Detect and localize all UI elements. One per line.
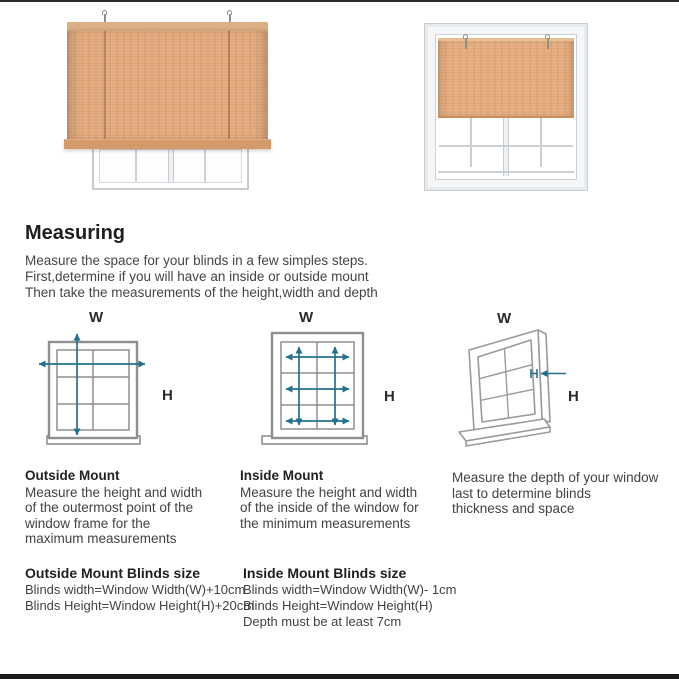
perspective-window-frame (469, 330, 550, 430)
window-mullion (204, 150, 206, 182)
inside-mount-description (240, 468, 460, 531)
intro-text (25, 253, 378, 301)
window-frame (435, 34, 577, 180)
intro-line: Then take the measurements of the height,width and depth (25, 285, 378, 300)
height-label: H (568, 388, 579, 405)
window-mullion (540, 118, 542, 167)
width-label: W (89, 309, 104, 326)
window-mullion (439, 145, 573, 147)
description-line: last to determine blinds (452, 485, 591, 501)
bottom-border-bar (0, 674, 679, 679)
blind-body (438, 38, 574, 118)
window-mullion (135, 150, 137, 182)
width-label: W (497, 310, 512, 327)
section-header: Inside Mount (240, 468, 324, 483)
description-line: the minimum measurements (240, 515, 411, 531)
formula-line: Blinds width=Window Width(W)+10cm (25, 582, 246, 597)
section-header: Outside Mount (25, 468, 120, 483)
height-label: H (384, 388, 395, 405)
section-header: Outside Mount Blinds size (25, 565, 201, 581)
hanging-hook-icon (462, 34, 470, 51)
description-line: Measure the depth of your window (452, 470, 659, 485)
description-line: window frame for the (25, 515, 151, 531)
width-label: W (299, 309, 314, 326)
page-title: Measuring (25, 222, 126, 244)
description-line: maximum measurements (25, 531, 177, 546)
formula-line: Depth must be at least 7cm (243, 614, 402, 629)
blind-top-rail (67, 22, 268, 31)
outside-mount-description (25, 468, 245, 547)
depth-measure-diagram (445, 308, 615, 453)
description-line: thickness and space (452, 501, 575, 516)
description-line: of the outermost point of the (25, 500, 194, 515)
outside-mount-size-formulas (25, 565, 254, 614)
inside-mount-measure-diagram (248, 308, 400, 450)
height-label: H (162, 387, 173, 404)
window-center-divider (503, 118, 509, 176)
window-sash-area (99, 149, 242, 183)
blind-bottom-rail (64, 139, 271, 149)
window-frame (92, 142, 249, 190)
formula-line: Blinds Height=Window Height(H) (243, 598, 433, 613)
outside-mount-measure-diagram (28, 308, 180, 450)
depth-description (452, 470, 672, 517)
description-line: Measure the height and width (25, 484, 203, 500)
description-line: of the inside of the window for (240, 500, 419, 515)
inside-mount-size-formulas (243, 565, 456, 630)
hanging-hook-icon (544, 34, 552, 51)
top-border-line (0, 0, 679, 2)
formula-line: Blinds width=Window Width(W)- 1cm (243, 582, 457, 597)
intro-line: First,determine if you will have an inside or outside mount (25, 269, 369, 284)
blind-body (67, 31, 268, 139)
section-header: Inside Mount Blinds size (243, 565, 407, 581)
blind-cord (104, 31, 106, 139)
intro-line: Measure the space for your blinds in a few simples steps. (25, 253, 368, 268)
window-bottom-rail (438, 171, 574, 173)
window-mullion (470, 118, 472, 167)
window-center-divider (168, 150, 174, 182)
inside-mount-blind-photo (424, 23, 588, 191)
formula-line: Blinds Height=Window Height(H)+20cm (25, 598, 255, 613)
description-line: Measure the height and width (240, 484, 418, 500)
blind-cord (228, 31, 230, 139)
